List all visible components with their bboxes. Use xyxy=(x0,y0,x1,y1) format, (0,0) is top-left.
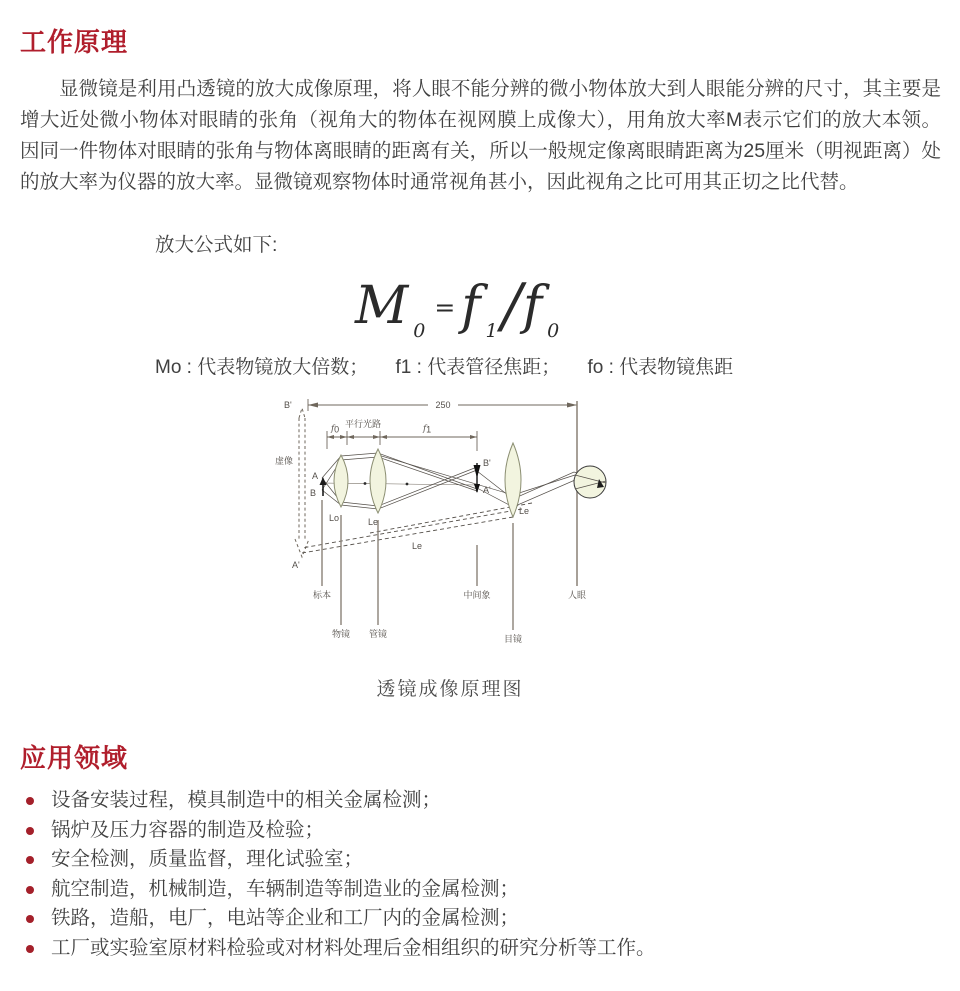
objective-lens-shape xyxy=(334,455,348,507)
point-a-label: A xyxy=(312,471,319,481)
working-principle-paragraph: 显微镜是利用凸透镜的放大成像原理，将人眼不能分辨的微小物体放大到人眼能分辨的尺寸，其主要是增大近处微小物体对眼睛的张角（视角大的物体在视网膜上成像大），用角放大率M表示它们的放大本领。因同一件物体对眼睛的张角与物体离眼睛的距离有关，所以一般规定像离眼睛距离为25厘米（明视距离）处的放大率为仪器的放大率。显微镜观察物体时通常视角甚小，因此视角之比可用其正切之比代替。 xyxy=(20,78,941,193)
legend-mo: Mo : 代表物镜放大倍数； xyxy=(155,357,369,378)
formula-f0: f xyxy=(522,276,543,336)
list-item: 设备安装过程，模具制造中的相关金属检测； xyxy=(20,786,940,816)
list-item: 航空制造，机械制造，车辆制造等制造业的金属检测； xyxy=(20,875,940,905)
formula-f1: f xyxy=(461,276,481,336)
dashed-ray-le-label: Le xyxy=(412,541,423,551)
human-eye-label: 人眼 xyxy=(567,590,587,600)
virtual-image-label: 虚像 xyxy=(275,456,294,466)
leader-lines xyxy=(322,500,513,630)
legend-fo: fo : 代表物镜焦距 xyxy=(587,357,734,378)
intermediate-image-arrowhead-icon xyxy=(474,465,481,478)
tube-lens-label: 管镜 xyxy=(368,629,388,639)
lens-lo-label: Lo xyxy=(329,513,340,523)
specimen-label: 标本 xyxy=(312,590,332,600)
virtual-a-prime-label: A' xyxy=(292,560,300,570)
section-title-applications: 应用领域 xyxy=(20,743,129,773)
legend-f1: f1 : 代表管径焦距； xyxy=(395,357,561,378)
virtual-b-prime-label: B' xyxy=(284,400,292,410)
formula-slash: / xyxy=(501,271,522,341)
formula-symbol-legend xyxy=(155,352,755,379)
dim-250-label: 250 xyxy=(435,400,451,410)
intermediate-image-label: 中间象 xyxy=(463,590,491,600)
eyepiece-label: 目镜 xyxy=(503,634,523,644)
list-item: 工厂或实验室原材料检验或对材料处理后金相组织的研究分析等工作。 xyxy=(20,934,940,964)
point-b-label: B xyxy=(310,488,317,498)
formula-intro-label: 放大公式如下: xyxy=(155,234,278,256)
f1-dim-label: f1 xyxy=(423,424,432,435)
focal-point-dot xyxy=(406,483,409,486)
image-a-prime-label: A' xyxy=(483,485,491,495)
virtual-image-arrow-icon xyxy=(295,408,309,557)
formula-f0-subscript: 0 xyxy=(547,320,560,342)
parallel-path-label: 平行光路 xyxy=(344,419,382,429)
applications-list xyxy=(20,786,940,964)
dim-250-right-arrow-icon xyxy=(567,403,577,408)
lens-diagram-svg xyxy=(270,393,670,665)
formula-equals: = xyxy=(434,293,456,322)
objective-label: 物镜 xyxy=(331,629,351,639)
list-item: 安全检测，质量监督，理化试验室； xyxy=(20,845,940,875)
image-b-prime-label: B' xyxy=(483,458,491,468)
focal-point-dot xyxy=(364,482,367,485)
lens-le-tube-label: Le xyxy=(368,517,379,527)
formula-m-subscript: 0 xyxy=(413,320,426,342)
list-item: 锅炉及压力容器的制造及检验； xyxy=(20,816,940,846)
diagram-caption: 透镜成像原理图 xyxy=(376,679,524,700)
formula-m: M xyxy=(355,276,409,336)
formula-f1-subscript: 1 xyxy=(485,320,498,342)
f0-dim-label: f0 xyxy=(331,424,340,435)
lens-le-eyepiece-label: Le xyxy=(519,506,530,516)
object-arrow-head-icon xyxy=(320,477,327,485)
lens-imaging-diagram xyxy=(0,393,960,665)
light-rays xyxy=(322,453,606,509)
dim-250-left-arrow-icon xyxy=(308,403,318,408)
list-item: 铁路，造船，电厂，电站等企业和工厂内的金属检测； xyxy=(20,904,940,934)
section-title-working-principle: 工作原理 xyxy=(20,27,129,57)
magnification-formula xyxy=(355,268,562,348)
